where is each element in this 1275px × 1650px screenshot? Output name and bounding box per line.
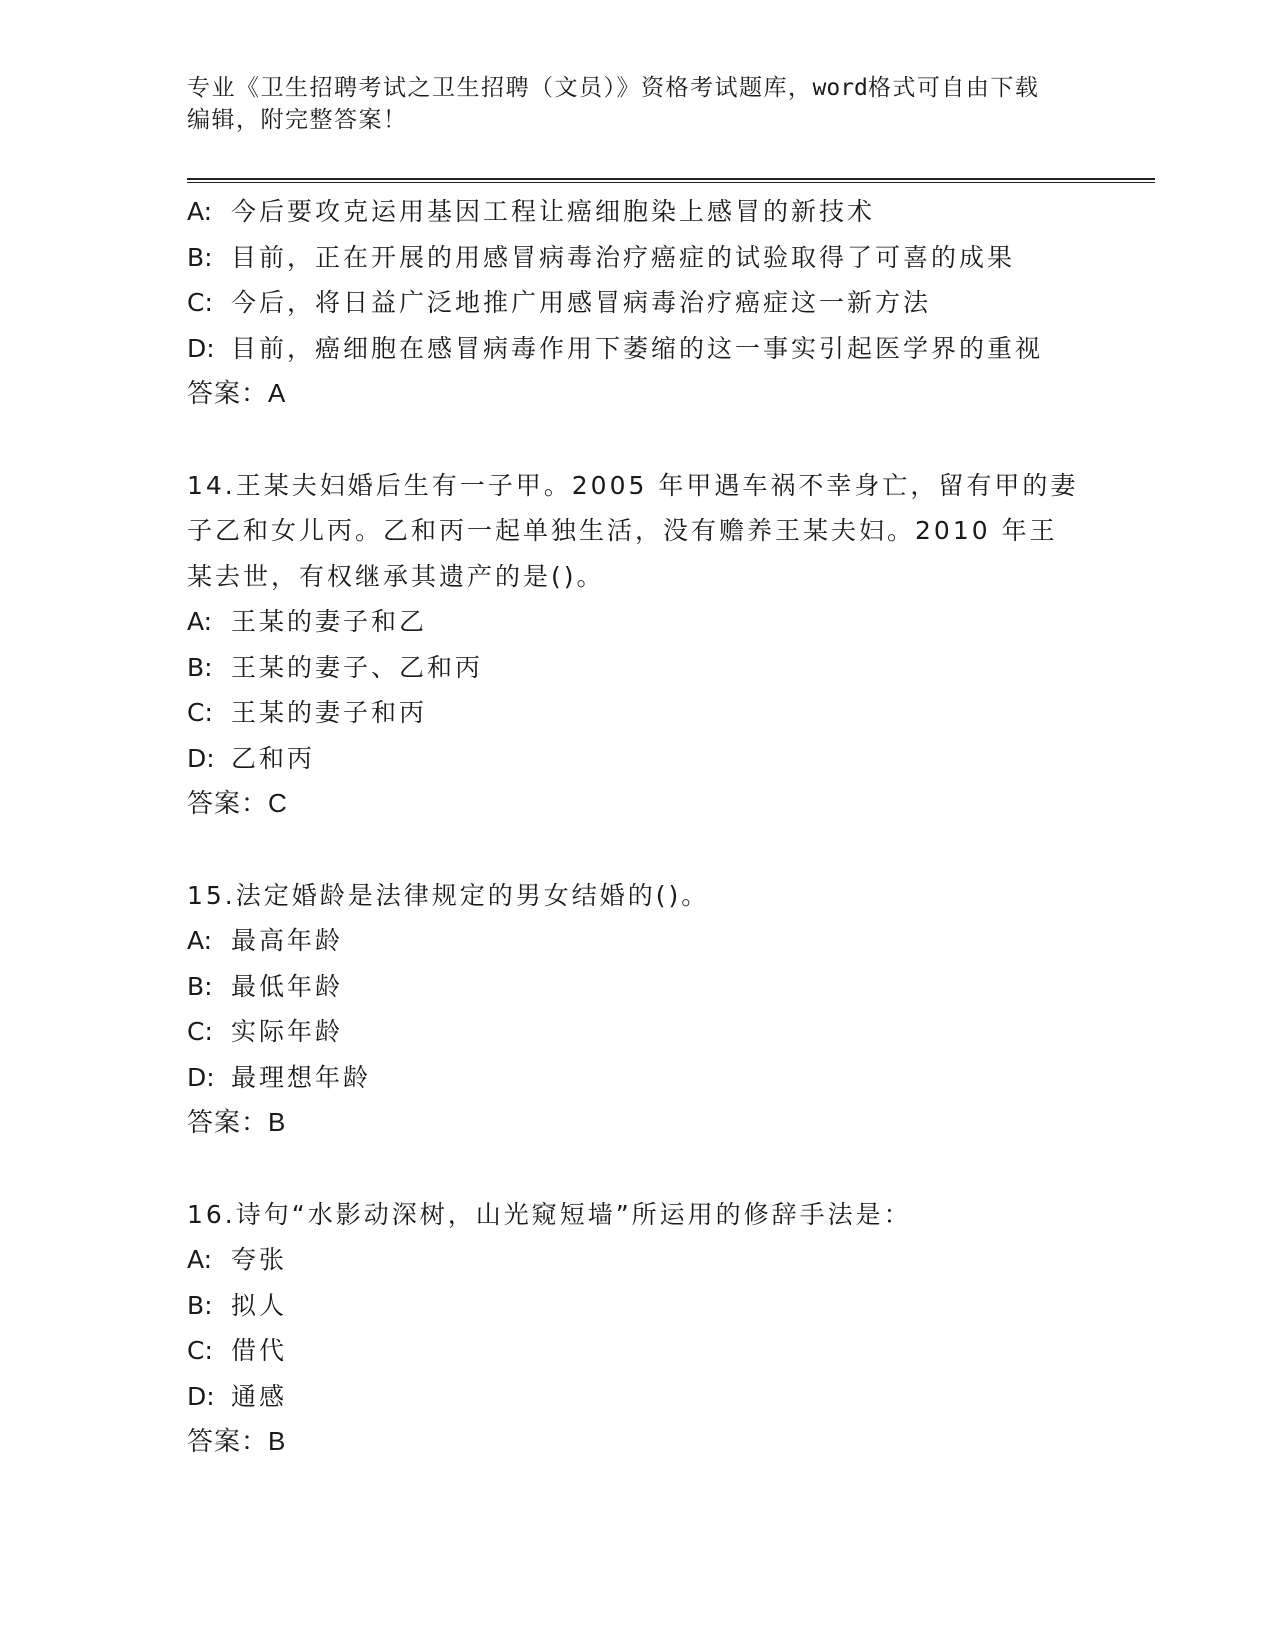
answer-label: 答案：B — [187, 1426, 287, 1456]
answer-label: 答案：B — [187, 1107, 287, 1137]
option-text: 王某的妻子和乙 — [231, 607, 428, 636]
header-word-format: word — [812, 75, 868, 101]
option-key: C: — [187, 1017, 213, 1046]
option-text: 今后，将日益广泛地推广用感冒病毒治疗癌症这一新方法 — [231, 288, 932, 317]
answer-label: 答案：A — [187, 378, 287, 408]
option-text: 最理想年龄 — [231, 1062, 372, 1092]
option-text: 实际年龄 — [231, 1017, 344, 1046]
option-key: C: — [187, 698, 213, 727]
option-c — [187, 1009, 1087, 1055]
option-key: A: — [187, 607, 213, 636]
question-stem-line: 14.王某夫妇婚后生有一子甲。2005 年甲遇车祸不幸身亡，留有甲的妻 — [187, 470, 1079, 500]
option-a — [187, 1237, 1087, 1283]
option-key: B: — [187, 971, 213, 1001]
option-key: C: — [187, 1336, 213, 1365]
option-key: D: — [187, 333, 215, 363]
option-text: 通感 — [231, 1381, 288, 1411]
option-text: 最高年龄 — [231, 926, 344, 955]
option-text: 借代 — [231, 1336, 288, 1365]
option-a — [187, 189, 1087, 235]
option-key: D: — [187, 1381, 215, 1411]
option-key: C: — [187, 288, 213, 317]
option-d — [187, 1055, 1087, 1101]
question-16 — [187, 1192, 1087, 1465]
question-14 — [187, 463, 1087, 827]
option-text: 今后要攻克运用基因工程让癌细胞染上感冒的新技术 — [231, 197, 876, 226]
question-stem-line: 16.诗句“水影动深树，山光窥短墙”所运用的修辞手法是： — [187, 1199, 912, 1229]
option-text: 乙和丙 — [231, 743, 316, 773]
option-key: A: — [187, 926, 213, 955]
option-b — [187, 1283, 1087, 1329]
option-key: A: — [187, 1245, 213, 1274]
header-divider — [187, 178, 1155, 183]
option-c — [187, 690, 1087, 736]
question-13 — [187, 189, 1087, 417]
option-text: 王某的妻子和丙 — [231, 698, 428, 727]
option-text: 王某的妻子、乙和丙 — [231, 652, 484, 682]
option-d — [187, 1374, 1087, 1420]
option-a — [187, 918, 1087, 964]
header-text-part-2: 格式可自由下载 — [867, 75, 1040, 101]
question-stem-line: 15.法定婚龄是法律规定的男女结婚的()。 — [187, 880, 710, 910]
option-key: D: — [187, 1062, 215, 1092]
option-key: A: — [187, 197, 213, 226]
option-b — [187, 235, 1087, 281]
option-d — [187, 326, 1087, 372]
answer-label: 答案：C — [187, 788, 288, 818]
header-line-2: 编辑，附完整答案！ — [187, 107, 408, 133]
document-header — [187, 72, 1087, 136]
question-stem-line: 某去世，有权继承其遗产的是()。 — [187, 561, 605, 591]
option-key: B: — [187, 652, 213, 682]
option-key: B: — [187, 242, 213, 272]
question-15 — [187, 873, 1087, 1146]
option-b — [187, 645, 1087, 691]
option-key: B: — [187, 1290, 213, 1320]
option-key: D: — [187, 743, 215, 773]
option-b — [187, 964, 1087, 1010]
header-text-part-1: 专业《卫生招聘考试之卫生招聘（文员）》资格考试题库， — [187, 75, 813, 101]
header-line-1 — [187, 72, 1087, 104]
option-text: 最低年龄 — [231, 971, 344, 1001]
option-c — [187, 280, 1087, 326]
option-a — [187, 599, 1087, 645]
question-list — [187, 189, 1087, 1465]
option-d — [187, 736, 1087, 782]
option-text: 目前，癌细胞在感冒病毒作用下萎缩的这一事实引起医学界的重视 — [231, 333, 1044, 363]
option-text: 夸张 — [231, 1245, 288, 1274]
question-stem-line: 子乙和女儿丙。乙和丙一起单独生活，没有赡养王某夫妇。2010 年王 — [187, 516, 1058, 545]
option-text: 目前，正在开展的用感冒病毒治疗癌症的试验取得了可喜的成果 — [231, 242, 1016, 272]
option-c — [187, 1328, 1087, 1374]
option-text: 拟人 — [231, 1290, 288, 1320]
